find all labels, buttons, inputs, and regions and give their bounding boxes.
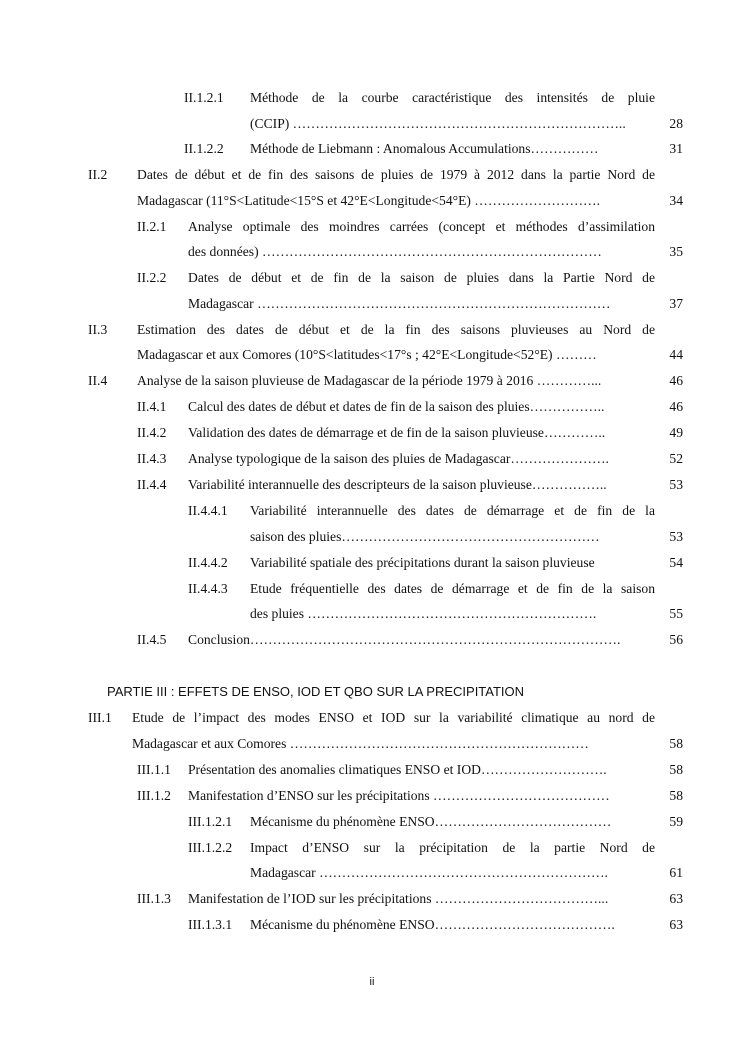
toc-entry-number: II.2.2 <box>137 270 167 285</box>
toc-entry-page: 35 <box>669 244 683 259</box>
toc-entry-title: Estimation des dates de début et de la fin des saisons pluvieuses au Nord de <box>137 322 655 337</box>
toc-entry-page: 52 <box>669 451 683 466</box>
footer-page-number: ii <box>369 976 375 988</box>
toc-entry-number: II.1.2.1 <box>184 90 224 105</box>
toc-entry-number: II.4.3 <box>137 451 167 466</box>
toc-entry-page: 53 <box>669 477 683 492</box>
toc-entry-page: 28 <box>669 116 683 131</box>
toc-entry-number: II.4.1 <box>137 399 167 414</box>
toc-entry-title: Présentation des anomalies climatiques ENSO et IOD………………………. <box>188 762 607 777</box>
toc-entry-page: 37 <box>669 296 683 311</box>
toc-entry-title-cont: Madagascar (11°S<Latitude<15°S et 42°E<Longitude<54°E) ………………………. <box>137 193 601 208</box>
toc-entry-page: 34 <box>669 193 683 208</box>
toc-entry-number: II.4.4.1 <box>188 503 228 518</box>
toc-entry-page: 31 <box>669 141 683 156</box>
toc-entry-number: II.2 <box>88 167 108 182</box>
toc-entry-page: 46 <box>669 399 683 414</box>
toc-entry-page: 49 <box>669 425 683 440</box>
toc-entry-title: Validation des dates de démarrage et de fin de la saison pluvieuse………….. <box>188 425 606 440</box>
toc-entry-page: 61 <box>669 865 683 880</box>
toc-entry-page: 58 <box>669 788 683 803</box>
toc-entry-title: Analyse optimale des moindres carrées (concept et méthodes d’assimilation <box>188 219 655 234</box>
toc-entry-page: 54 <box>669 555 683 570</box>
toc-entry-title: Variabilité spatiale des précipitations durant la saison pluvieuse <box>250 555 595 570</box>
toc-entry-title: Analyse typologique de la saison des pluies de Madagascar…………………. <box>188 451 609 466</box>
toc-entry-number: II.4.4 <box>137 477 167 492</box>
toc-entry-title: Conclusion………………………………………………………………………. <box>188 632 621 647</box>
toc-entry-title-cont: saison des pluies………………………………………………… <box>250 529 600 544</box>
toc-entry-number: III.1 <box>88 710 112 725</box>
toc-entry-number: III.1.1 <box>137 762 171 777</box>
toc-entry-title: Dates de début et de fin des saisons de pluies de 1979 à 2012 dans la partie Nord de <box>137 167 655 182</box>
part-heading: PARTIE III : EFFETS DE ENSO, IOD ET QBO SUR LA PRECIPITATION <box>107 684 525 699</box>
toc-entry-page: 63 <box>669 891 683 906</box>
toc-entry-title: Calcul des dates de début et dates de fin de la saison des pluies…………….. <box>188 399 605 414</box>
toc-entry-number: III.1.3 <box>137 891 171 906</box>
toc-entry-page: 63 <box>669 917 683 932</box>
toc-entry-page: 59 <box>669 814 683 829</box>
toc-entry-title-cont: des données) ………………………………………………………………… <box>188 244 602 259</box>
toc-entry-number: II.4 <box>88 373 108 388</box>
toc-entry-title-cont: des pluies ………………………………………………………. <box>250 606 597 621</box>
toc-entry-title: Analyse de la saison pluvieuse de Madagascar de la période 1979 à 2016 …………... <box>137 373 602 388</box>
toc-entry-page: 58 <box>669 736 683 751</box>
toc-entry-title: Impact d’ENSO sur la précipitation de la partie Nord de <box>250 840 655 855</box>
toc-entry-number: II.4.5 <box>137 632 167 647</box>
toc-entry-page: 58 <box>669 762 683 777</box>
toc-entry-title-cont: (CCIP) ……………………………………………………………….. <box>250 116 626 131</box>
toc-entry-title: Manifestation d’ENSO sur les précipitations ………………………………… <box>188 788 610 803</box>
toc-entry-number: II.4.2 <box>137 425 167 440</box>
toc-entry-title: Mécanisme du phénomène ENSO………………………………… <box>250 814 612 829</box>
toc-entry-number: II.3 <box>88 322 108 337</box>
toc-entry-title-cont: Madagascar …………………………………………………………………… <box>188 296 611 311</box>
toc-entry-title: Mécanisme du phénomène ENSO…………………………………. <box>250 917 615 932</box>
toc-entry-number: II.1.2.2 <box>184 141 224 156</box>
toc-entry-number: II.4.4.3 <box>188 581 228 596</box>
toc-entry-title: Variabilité interannuelle des dates de démarrage et de fin de la <box>250 503 655 518</box>
toc-entry-title: Variabilité interannuelle des descripteurs de la saison pluvieuse…………….. <box>188 477 607 492</box>
toc-entry-title: Méthode de la courbe caractéristique des intensités de pluie <box>250 90 655 105</box>
toc-entry-page: 46 <box>669 373 683 388</box>
toc-entry-number: III.1.2.2 <box>188 840 233 855</box>
toc-entry-number: II.4.4.2 <box>188 555 228 570</box>
toc-entry-title: Etude de l’impact des modes ENSO et IOD sur la variabilité climatique au nord de <box>132 710 655 725</box>
toc-entry-title: Méthode de Liebmann : Anomalous Accumulations…………… <box>250 141 599 156</box>
toc-entry-title-cont: Madagascar et aux Comores ………………………………………………………… <box>132 736 589 751</box>
toc-entry-page: 44 <box>669 347 683 362</box>
toc-entry-number: III.1.3.1 <box>188 917 233 932</box>
toc-entry-title: Dates de début et de fin de la saison de pluies dans la Partie Nord de <box>188 270 655 285</box>
toc-entry-page: 53 <box>669 529 683 544</box>
toc-entry-number: II.2.1 <box>137 219 167 234</box>
toc-entry-title: Manifestation de l’IOD sur les précipitations ………………………………... <box>188 891 609 906</box>
toc-entry-page: 55 <box>669 606 683 621</box>
toc-entry-title-cont: Madagascar et aux Comores (10°S<latitudes<17°s ; 42°E<Longitude<52°E) ……… <box>137 347 597 362</box>
toc-entry-page: 56 <box>669 632 683 647</box>
toc-entry-number: III.1.2.1 <box>188 814 233 829</box>
toc-entry-title-cont: Madagascar ………………………………………………………. <box>250 865 608 880</box>
toc-entry-number: III.1.2 <box>137 788 171 803</box>
toc-entry-title: Etude fréquentielle des dates de démarrage et de fin de la saison <box>250 581 655 596</box>
